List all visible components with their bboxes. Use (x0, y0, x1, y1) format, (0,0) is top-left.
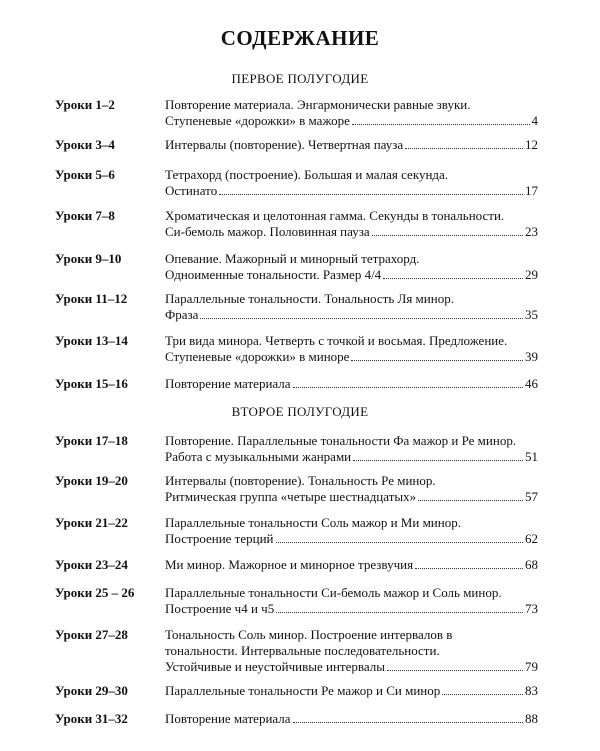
topic-line: Интервалы (повторение). Тональность Ре минор. (165, 473, 436, 488)
lesson-label: Уроки 11–12 (55, 291, 128, 306)
page-number: 23 (525, 224, 538, 239)
lesson-label: Уроки 7–8 (55, 208, 115, 223)
toc-entry (0, 251, 600, 291)
toc-entry (0, 333, 600, 373)
topic-text (165, 711, 538, 727)
topic-last-line (165, 349, 538, 365)
page-number: 46 (525, 376, 538, 391)
topic-text (165, 627, 538, 675)
topic-last-line (165, 557, 538, 573)
topic-line: Ритмическая группа «четыре шестнадцатых» (165, 489, 417, 504)
lesson-label: Уроки 5–6 (55, 167, 115, 182)
lesson-label: Уроки 27–28 (55, 627, 128, 642)
topic-text (165, 167, 538, 199)
lesson-label: Уроки 19–20 (55, 473, 128, 488)
dot-leader (372, 224, 523, 236)
page-number: 17 (525, 183, 538, 198)
topic-line: Остинато (165, 183, 218, 198)
topic-last-line (165, 711, 538, 727)
page-number: 51 (525, 449, 538, 464)
page-number: 57 (525, 489, 538, 504)
section-heading: ПЕРВОЕ ПОЛУГОДИЕ (231, 71, 369, 86)
dot-leader (276, 531, 523, 543)
page-number: 79 (525, 659, 538, 674)
topic-text (165, 557, 538, 573)
page-number: 83 (525, 683, 538, 698)
dot-leader (352, 113, 530, 125)
toc-entry (0, 97, 600, 137)
page-number: 73 (525, 601, 538, 616)
toc-entry (0, 291, 600, 331)
topic-line: Хроматическая и целотонная гамма. Секунды в тональности. (165, 208, 505, 223)
topic-last-line (165, 183, 538, 199)
dot-leader (276, 601, 523, 613)
topic-line: Три вида минора. Четверть с точкой и восьмая. Предложение. (165, 333, 508, 348)
topic-last-line (165, 489, 538, 505)
page-number: 4 (531, 113, 538, 128)
topic-last-line (165, 449, 538, 465)
page-number: 68 (525, 557, 538, 572)
toc-entry (0, 515, 600, 555)
topic-line: Фраза (165, 307, 199, 322)
toc-entry (0, 208, 600, 248)
topic-last-line (165, 307, 538, 323)
topic-line: Си-бемоль мажор. Половинная пауза (165, 224, 370, 239)
topic-text (165, 333, 538, 365)
topic-line: Повторение материала (165, 711, 291, 726)
topic-line: Ми минор. Мажорное и минорное трезвучия (165, 557, 414, 572)
topic-text (165, 473, 538, 505)
toc-entry (0, 585, 600, 625)
dot-leader (442, 683, 523, 695)
topic-last-line (165, 224, 538, 240)
page-number: 62 (525, 531, 538, 546)
topic-line: Повторение. Параллельные тональности Фа мажор и Ре минор. (165, 433, 517, 448)
dot-leader (405, 137, 523, 149)
topic-text (165, 208, 538, 240)
toc-entry (0, 711, 600, 751)
lesson-label: Уроки 1–2 (55, 97, 115, 112)
topic-last-line (165, 531, 538, 547)
dot-leader (387, 659, 523, 671)
lesson-label: Уроки 25 – 26 (55, 585, 135, 600)
dot-leader (351, 349, 523, 361)
lesson-label: Уроки 31–32 (55, 711, 128, 726)
topic-line: Опевание. Мажорный и минорный тетрахорд. (165, 251, 420, 266)
topic-line: Устойчивые и неустойчивые интервалы (165, 659, 385, 674)
dot-leader (353, 449, 523, 461)
topic-line: Параллельные тональности Си-бемоль мажор и Соль минор. (165, 585, 502, 600)
topic-line: Параллельные тональности Соль мажор и Ми минор. (165, 515, 461, 530)
topic-text (165, 137, 538, 153)
section-heading: ВТОРОЕ ПОЛУГОДИЕ (231, 404, 369, 419)
topic-text (165, 433, 538, 465)
lesson-label: Уроки 9–10 (55, 251, 122, 266)
dot-leader (418, 489, 523, 501)
topic-text (165, 585, 538, 617)
lesson-label: Уроки 15–16 (55, 376, 128, 391)
topic-line: Работа с музыкальными жанрами (165, 449, 352, 464)
lesson-label: Уроки 21–22 (55, 515, 128, 530)
dot-leader (383, 267, 523, 279)
lesson-label: Уроки 29–30 (55, 683, 128, 698)
page-number: 39 (525, 349, 538, 364)
topic-line: Ступеневые «дорожки» в мажоре (165, 113, 350, 128)
topic-last-line (165, 601, 538, 617)
lesson-label: Уроки 3–4 (55, 137, 115, 152)
page-number: 12 (525, 137, 538, 152)
topic-line: Повторение материала. Энгармонически равные звуки. (165, 97, 471, 112)
topic-line: Построение ч4 и ч5 (165, 601, 275, 616)
topic-line: Ступеневые «дорожки» в миноре (165, 349, 350, 364)
page-number: 29 (525, 267, 538, 282)
page-title: СОДЕРЖАНИЕ (220, 26, 380, 50)
topic-line: Параллельные тональности. Тональность Ля минор. (165, 291, 454, 306)
topic-line: Повторение материала (165, 376, 291, 391)
topic-text (165, 515, 538, 547)
topic-last-line (165, 113, 538, 129)
dot-leader (293, 376, 523, 388)
topic-text (165, 291, 538, 323)
topic-line: тональности. Интервальные последовательности. (165, 643, 440, 658)
topic-line: Тетрахорд (построение). Большая и малая секунда. (165, 167, 449, 182)
topic-line: Параллельные тональности Ре мажор и Си минор (165, 683, 441, 698)
topic-last-line (165, 659, 538, 675)
toc-entry (0, 473, 600, 513)
toc-entry (0, 433, 600, 473)
topic-line: Тональность Соль минор. Построение интервалов в (165, 627, 453, 642)
topic-text (165, 251, 538, 283)
page-number: 35 (525, 307, 538, 322)
lesson-label: Уроки 23–24 (55, 557, 128, 572)
toc-entry (0, 627, 600, 674)
dot-leader (293, 711, 523, 723)
topic-text (165, 97, 538, 129)
lesson-label: Уроки 17–18 (55, 433, 128, 448)
topic-last-line (165, 376, 538, 392)
dot-leader (415, 557, 523, 569)
topic-last-line (165, 683, 538, 699)
topic-last-line (165, 267, 538, 283)
topic-text (165, 376, 538, 392)
topic-line: Построение терций (165, 531, 274, 546)
toc-entry (0, 167, 600, 207)
page-number: 88 (525, 711, 538, 726)
topic-last-line (165, 137, 538, 153)
dot-leader (200, 307, 523, 319)
dot-leader (219, 183, 523, 195)
topic-line: Одноименные тональности. Размер 4/4 (165, 267, 382, 282)
topic-line: Интервалы (повторение). Четвертная пауза (165, 137, 404, 152)
lesson-label: Уроки 13–14 (55, 333, 128, 348)
topic-text (165, 683, 538, 699)
